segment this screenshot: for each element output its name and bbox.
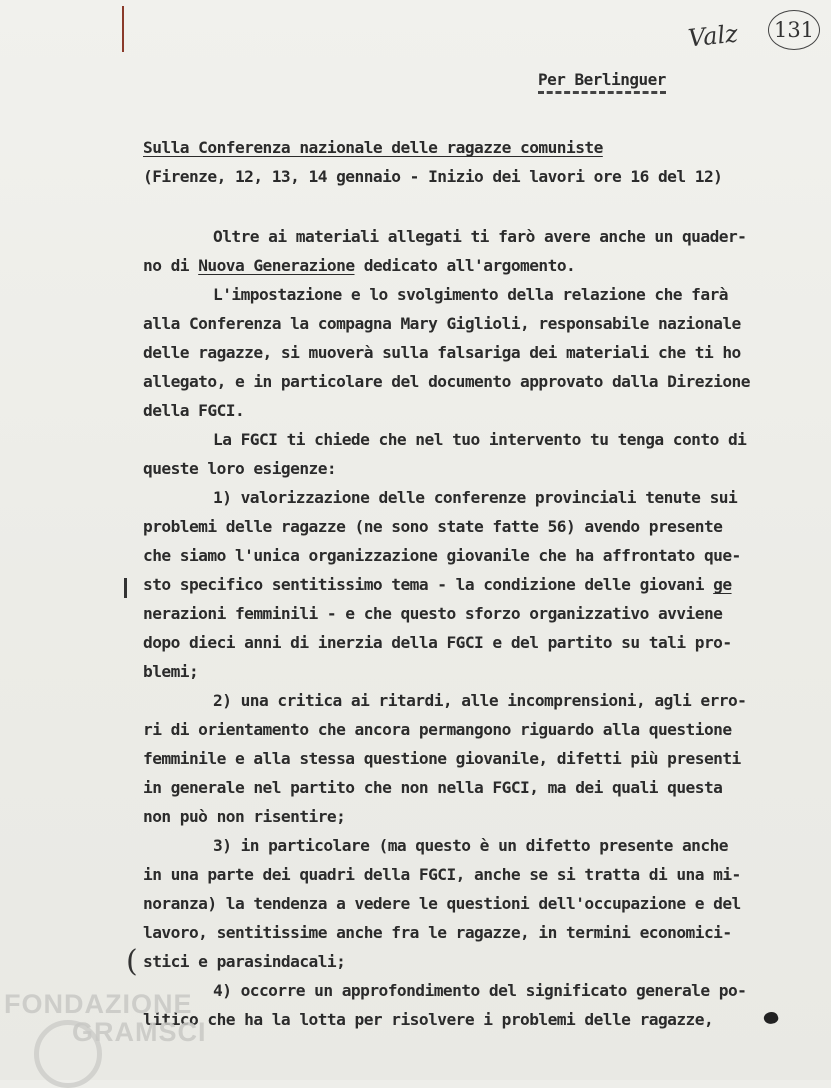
list-item-line: che siamo l'unica organizzazione giovanile che ha affrontato que- <box>143 546 741 565</box>
document-subject: Sulla Conferenza nazionale delle ragazze comuniste <box>143 138 603 157</box>
red-pencil-mark <box>122 6 124 52</box>
margin-mark <box>124 578 127 598</box>
page-number-stamp: 131 <box>768 10 820 50</box>
list-item-line: in una parte dei quadri della FGCI, anche se si tratta di una mi- <box>143 865 741 884</box>
document-details: (Firenze, 12, 13, 14 gennaio - Inizio dei lavori ore 16 del 12) <box>143 167 723 186</box>
list-item-line: dopo dieci anni di inerzia della FGCI e del partito su tali pro- <box>143 633 732 652</box>
list-item-line: litico che ha la lotta per risolvere i problemi delle ragazze, <box>143 1010 714 1029</box>
recipient-heading: Per Berlinguer <box>538 70 666 94</box>
list-item-line: non può non risentire; <box>143 807 346 826</box>
body-line: allegato, e in particolare del documento approvato dalla Direzione <box>143 372 750 391</box>
body-line: delle ragazze, si muoverà sulla falsariga dei materiali che ti ho <box>143 343 741 362</box>
list-item-line: blemi; <box>143 662 199 681</box>
list-item-line: 3) in particolare (ma questo è un difetto presente anche <box>213 836 728 855</box>
margin-bracket-mark: ( <box>126 944 138 979</box>
list-item-line: in generale nel partito che non nella FGCI, ma dei quali questa <box>143 778 723 797</box>
body-line: della FGCI. <box>143 401 245 420</box>
list-item-line: 4) occorre un approfondimento del significato generale po- <box>213 981 747 1000</box>
list-item-line: sto specifico sentitissimo tema - la condizione delle giovani ge <box>143 575 732 594</box>
list-item-line: 2) una critica ai ritardi, alle incomprensioni, agli erro- <box>213 691 747 710</box>
list-item-line: problemi delle ragazze (ne sono state fatte 56) avendo presente <box>143 517 723 536</box>
handwritten-initials: Valz <box>686 19 740 53</box>
archive-watermark: FONDAZIONE GRAMSCI <box>4 989 207 1047</box>
list-item-line: nerazioni femminili - e che questo sforzo organizzativo avviene <box>143 604 723 623</box>
list-item-line: 1) valorizzazione delle conferenze provinciali tenute sui <box>213 488 738 507</box>
body-line: L'impostazione e lo svolgimento della relazione che farà <box>213 285 728 304</box>
list-item-line: stici e parasindacali; <box>143 952 346 971</box>
body-line: La FGCI ti chiede che nel tuo intervento tu tenga conto di <box>213 430 747 449</box>
body-line: no di Nuova Generazione dedicato all'argomento. <box>143 256 576 275</box>
body-line: queste loro esigenze: <box>143 459 337 478</box>
journal-title: Nuova Generazione <box>198 256 355 275</box>
list-item-line: femminile e alla stessa questione giovanile, difetti più presenti <box>143 749 741 768</box>
list-item-line: ri di orientamento che ancora permangono riguardo alla questione <box>143 720 732 739</box>
body-line: alla Conferenza la compagna Mary Giglioli, responsabile nazionale <box>143 314 741 333</box>
list-item-line: lavoro, sentitissime anche fra le ragazze, in termini economici- <box>143 923 732 942</box>
list-item-line: noranza) la tendenza a vedere le questioni dell'occupazione e del <box>143 894 741 913</box>
ink-blot <box>762 1010 779 1026</box>
body-line: Oltre ai materiali allegati ti farò avere anche un quader- <box>213 227 747 246</box>
